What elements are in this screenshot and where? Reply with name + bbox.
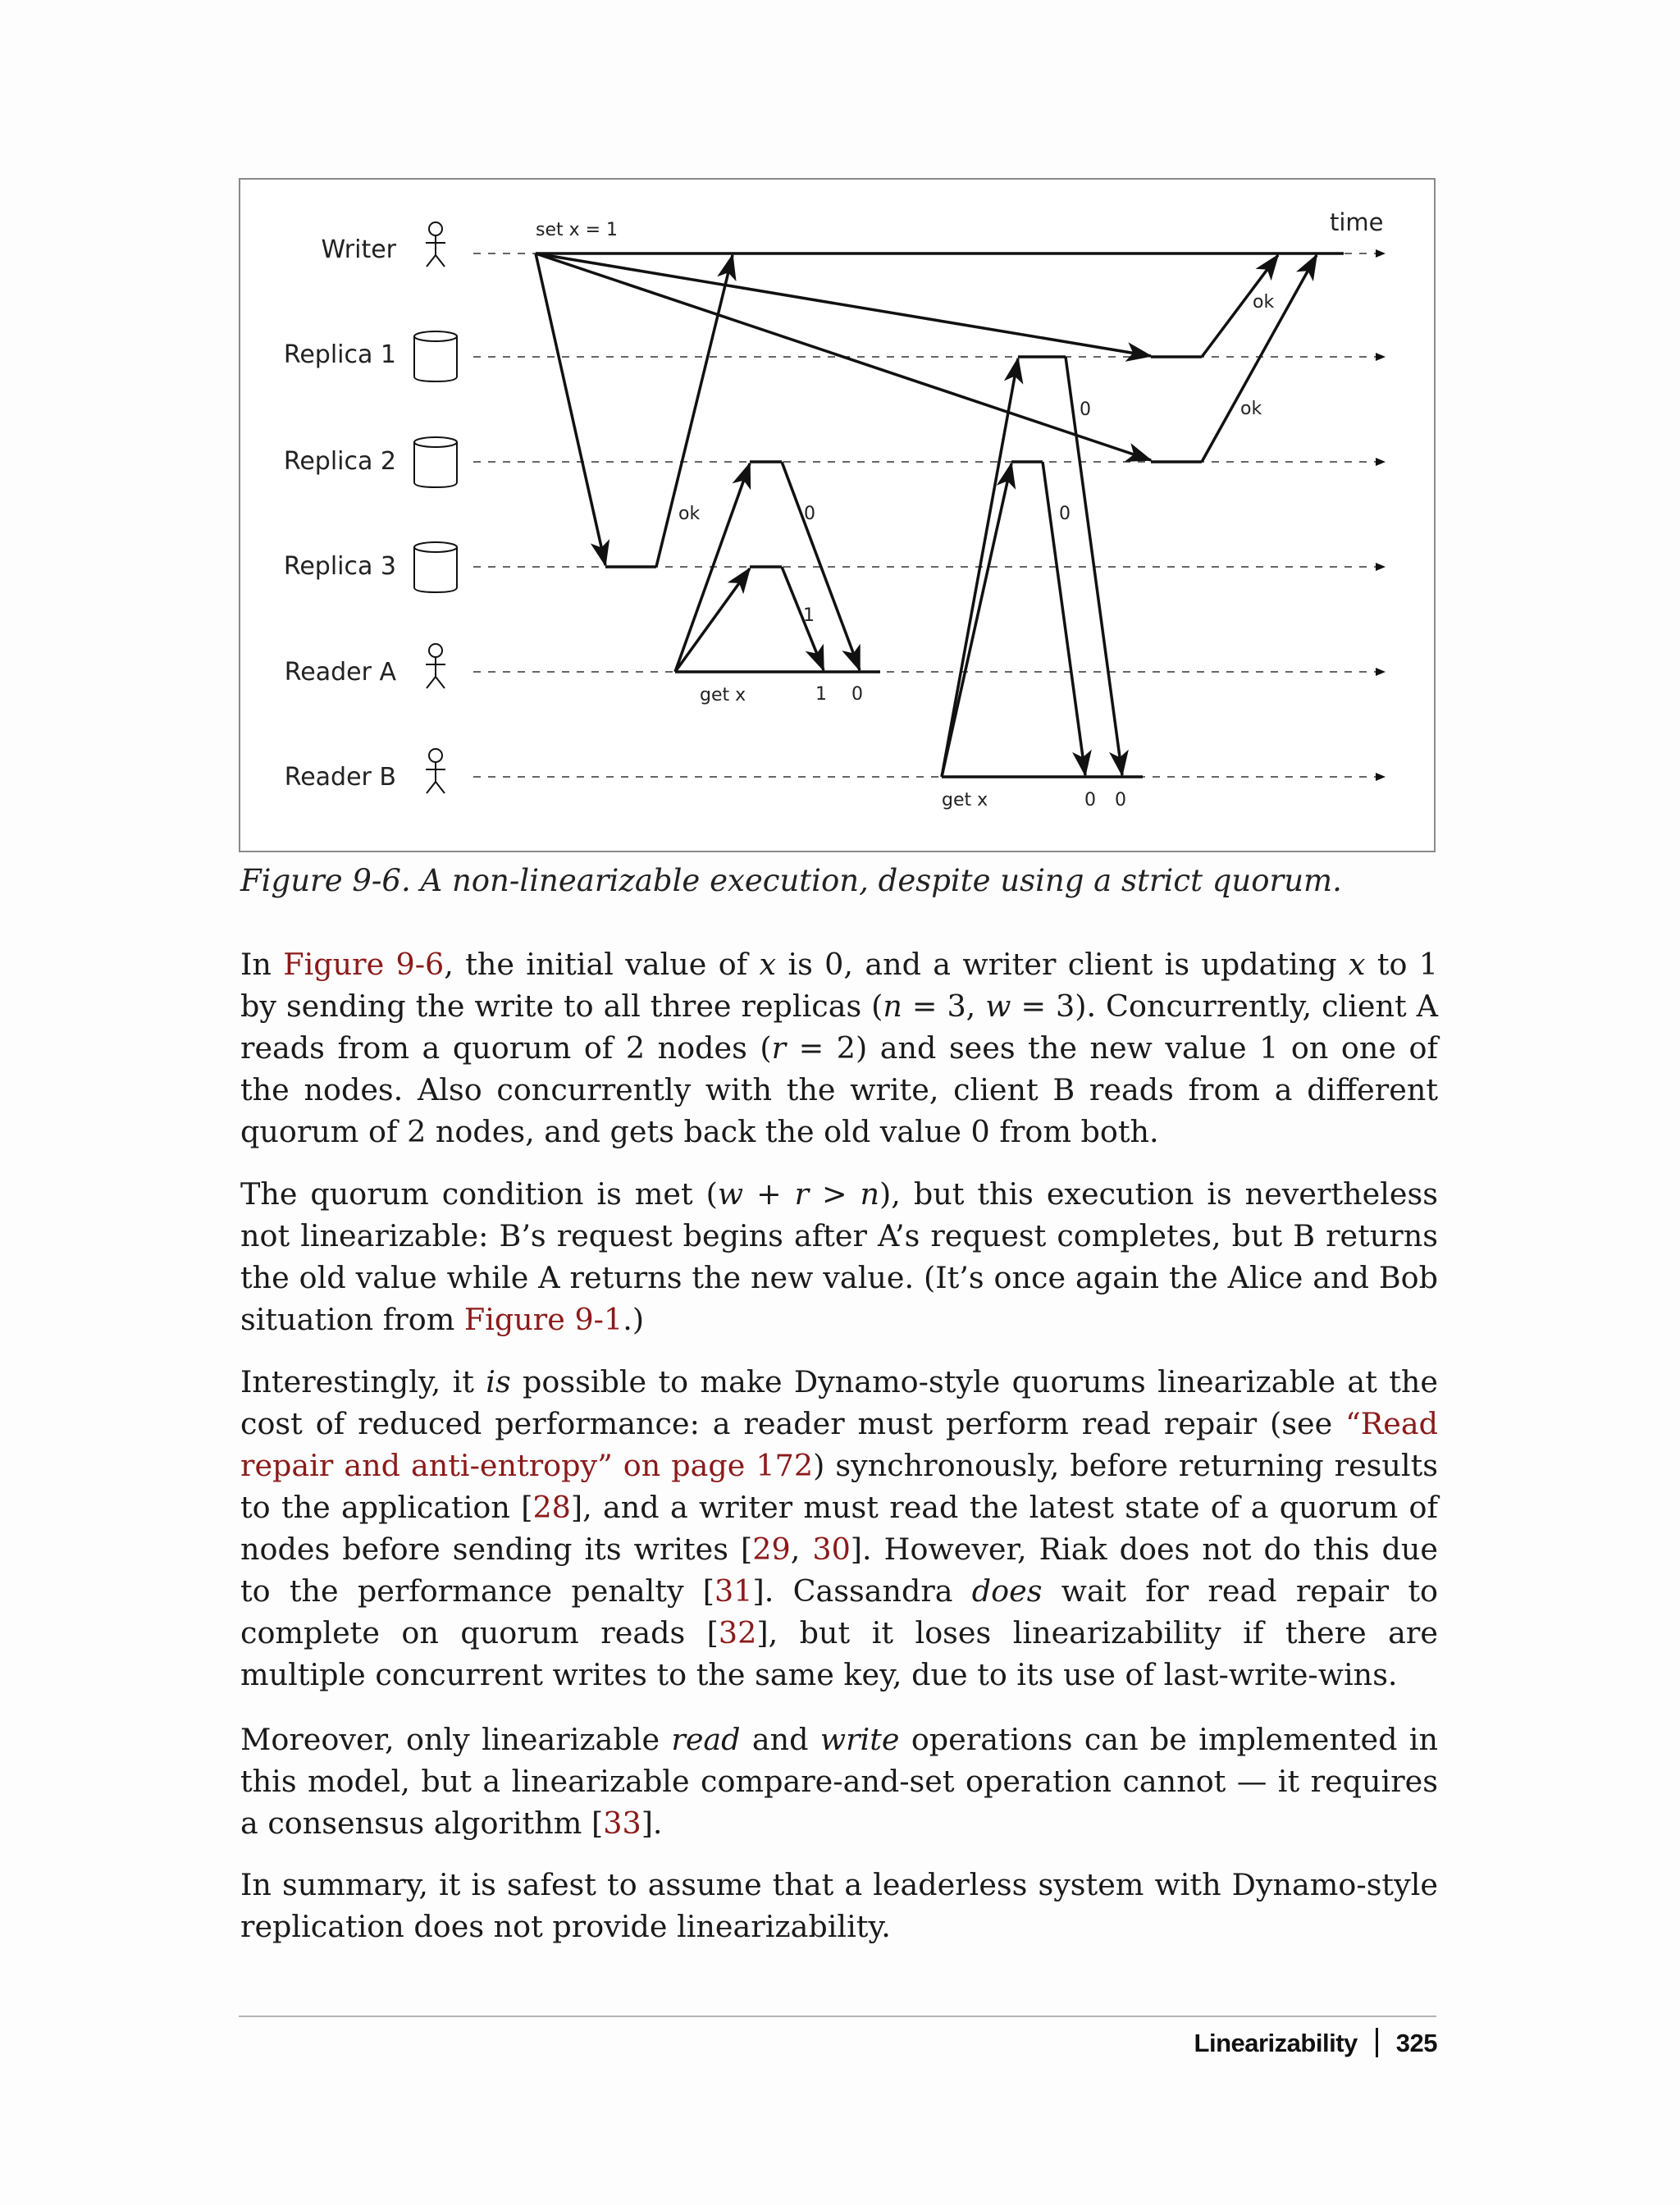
arrow-a-get-replica-3 xyxy=(675,568,750,672)
arrow-b-resp-replica-1 xyxy=(1066,357,1122,775)
paragraph-4: Moreover, only linearizable read and write operations can be implemented in this model, but a linearizable compare-and-set operation cannot — it requires a consensus algorithm [33]. xyxy=(240,1722,1438,1841)
page-number: 325 xyxy=(1395,2029,1437,2057)
b-result-2-label: 0 xyxy=(1115,790,1126,810)
message-arrows xyxy=(536,253,1317,777)
time-label: time xyxy=(1330,208,1384,236)
replica-1-database-icon xyxy=(414,331,457,381)
figure-9-6-diagram xyxy=(239,178,1436,852)
timelines xyxy=(473,253,1385,777)
page-footer xyxy=(1194,2028,1437,2058)
a-from-replica-3-label: 1 xyxy=(803,605,815,626)
a-result-2-label: 0 xyxy=(851,684,863,705)
actor-labels xyxy=(284,235,397,792)
arrow-b-get-replica-1 xyxy=(942,358,1018,777)
figure-caption: Figure 9-6. A non-linearizable execution, despite using a strict quorum. xyxy=(240,863,1342,898)
replica-3-database-icon xyxy=(414,542,457,592)
a-from-replica-2-label: 0 xyxy=(804,504,815,524)
diagram-labels xyxy=(536,208,1384,810)
ref-33-link[interactable]: 33 xyxy=(603,1806,641,1841)
arrow-a-resp-replica-2 xyxy=(782,462,860,670)
ref-30-link[interactable]: 30 xyxy=(812,1532,851,1567)
ok-replica-2-label: ok xyxy=(1240,399,1262,419)
paragraph-5: In summary, it is safest to assume that a leaderless system with Dynamo-style replication does not provide linearizability. xyxy=(240,1867,1438,1944)
paragraph-1: In Figure 9-6, the initial value of x is 0, and a writer client is updating x to 1 by sending the write to all three replicas (n = 3, w = 3). Concurrently, client A reads from a quorum of 2 nodes (r = 2) and sees the new value 1 on one of the nodes. Also concurrently with the write, client B reads from a different quorum of 2 nodes, and gets back the old value 0 from both. xyxy=(240,947,1439,1149)
ok-replica-1-label: ok xyxy=(1253,292,1275,313)
arrow-ok-replica-2 xyxy=(1202,255,1317,462)
actor-label-reader-a: Reader A xyxy=(284,658,396,687)
ref-29-link[interactable]: 29 xyxy=(752,1532,791,1567)
reader-b-person-icon xyxy=(426,749,445,793)
footer-divider xyxy=(239,2016,1436,2017)
ref-31-link[interactable]: 31 xyxy=(714,1573,753,1609)
actor-label-replica-3: Replica 3 xyxy=(283,552,396,581)
writer-op-label: set x = 1 xyxy=(536,220,619,240)
b-result-1-label: 0 xyxy=(1084,790,1096,810)
replica-2-database-icon xyxy=(414,437,457,487)
arrow-a-get-replica-2 xyxy=(675,463,750,672)
a-result-1-label: 1 xyxy=(815,684,827,705)
actor-label-replica-1: Replica 1 xyxy=(283,340,396,369)
reader-a-person-icon xyxy=(426,644,445,688)
paragraph-2: The quorum condition is met (w + r > n), but this execution is nevertheless not linearizable: B’s request begins after A’s request completes, but B returns the old value while A returns the new value. (It’s once again the Alice and Bob situation from Figure 9-1.) xyxy=(240,1176,1438,1337)
arrow-write-to-replica-1 xyxy=(536,253,1151,356)
arrow-b-get-replica-2 xyxy=(942,463,1011,777)
ref-32-link[interactable]: 32 xyxy=(718,1615,757,1650)
operation-segments xyxy=(536,253,1344,777)
arrow-write-to-replica-3 xyxy=(536,253,605,565)
figure-9-1-link[interactable]: Figure 9-1 xyxy=(463,1302,623,1337)
b-from-replica-1-label: 0 xyxy=(1080,399,1091,420)
writer-person-icon xyxy=(426,222,445,267)
actor-label-reader-b: Reader B xyxy=(284,763,396,792)
reader-a-op-label: get x xyxy=(700,685,746,705)
b-from-replica-2-label: 0 xyxy=(1059,504,1071,524)
paragraph-3: Interestingly, it is possible to make Dynamo-style quorums linearizable at the cost of reduced performance: a reader must perform read repair (see “Read repair and anti-entropy” on page 172) synchronously, before returning results to the application [28], and a writer must read the latest state of a quorum of nodes before sending its writes [29, 30]. However, Riak does not do this due to the performance penalty [31]. Cassandra does wait for read repair to complete on quorum reads [32], but it loses linearizability if there are multiple concurrent writes to the same key, due to its use of last-write-wins. xyxy=(240,1364,1439,1692)
footer-separator xyxy=(1376,2028,1378,2057)
figure-9-6-link[interactable]: Figure 9-6 xyxy=(283,947,445,982)
ok-replica-3-label: ok xyxy=(678,504,701,524)
read-repair-link[interactable]: “Read repair and anti-entropy” on page 172 xyxy=(240,1406,1438,1483)
reader-b-op-label: get x xyxy=(942,790,988,810)
ref-28-link[interactable]: 28 xyxy=(532,1490,571,1525)
actor-label-replica-2: Replica 2 xyxy=(283,447,396,476)
actor-label-writer: Writer xyxy=(321,235,396,264)
footer-section-title: Linearizability xyxy=(1194,2029,1358,2057)
